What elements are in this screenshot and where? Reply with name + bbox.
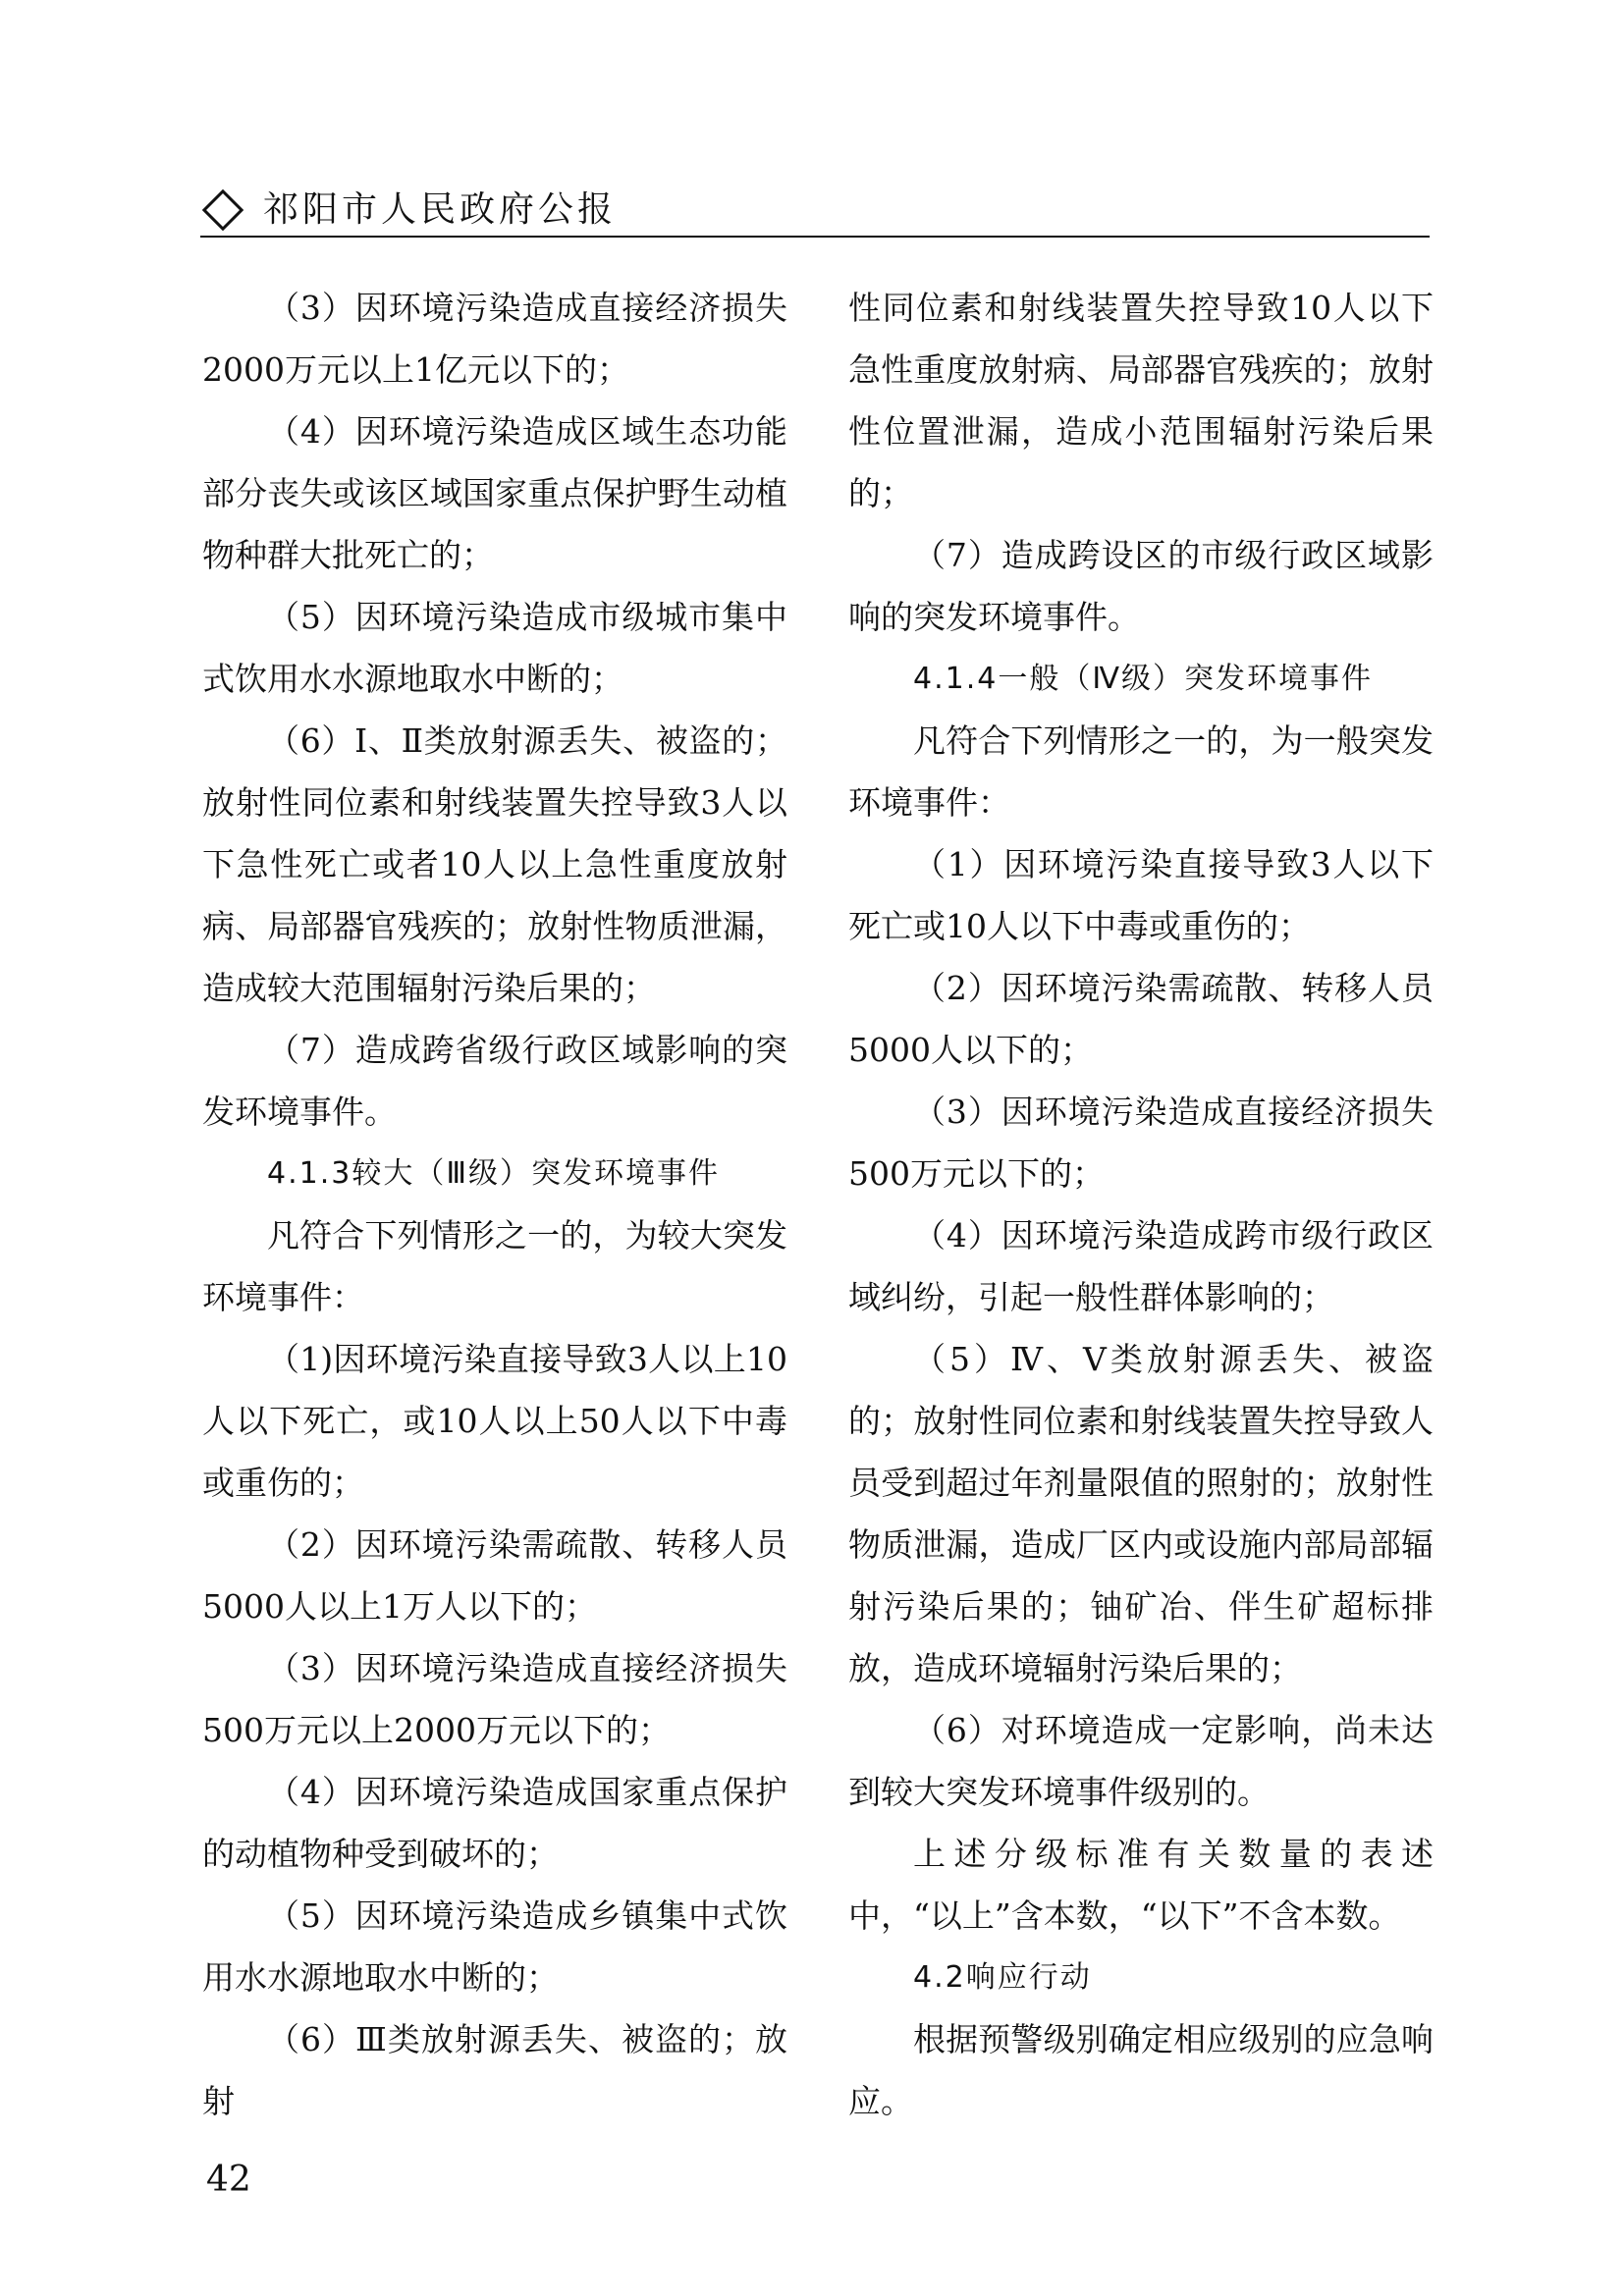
paragraph: （4）因环境污染造成国家重点保护的动植物种受到破坏的；: [202, 1773, 787, 1873]
bulletin-title: 祁阳市人民政府公报: [263, 189, 618, 230]
bulletin-header: [200, 183, 1430, 238]
paragraph: （4）因环境污染造成区域生态功能部分丧失或该区域国家重点保护野生动植物种群大批死亡的；: [202, 412, 787, 574]
paragraph: 凡符合下列情形之一的，为一般突发环境事件：: [848, 721, 1434, 822]
paragraph: （1）因环境污染直接导致3人以下死亡或10人以下中毒或重伤的；: [848, 845, 1434, 945]
paragraph: （6）Ⅲ类放射源丢失、被盗的；放射: [202, 2020, 787, 2120]
paragraph: （5）因环境污染造成市级城市集中式饮用水水源地取水中断的；: [202, 598, 787, 698]
section-heading: 4.2响应行动: [913, 1960, 1092, 1995]
page-number: 42: [206, 2160, 251, 2200]
left-column: [202, 277, 787, 2132]
paragraph-continued: 性同位素和射线装置失控导致10人以下急性重度放射病、局部器官残疾的；放射性位置泄漏，造成小范围辐射污染后果的；: [848, 289, 1434, 512]
paragraph: （3）因环境污染造成直接经济损失500万元以下的；: [848, 1093, 1434, 1193]
right-column: [848, 277, 1434, 2132]
paragraph: （5）因环境污染造成乡镇集中式饮用水水源地取水中断的；: [202, 1896, 787, 1997]
paragraph: （4）因环境污染造成跨市级行政区域纠纷，引起一般性群体影响的；: [848, 1216, 1434, 1316]
paragraph: 上述分级标准有关数量的表述中，“以上”含本数，“以下”不含本数。: [848, 1835, 1434, 1935]
paragraph: （5）Ⅳ、Ⅴ类放射源丢失、被盗的；放射性同位素和射线装置失控导致人员受到超过年剂量限值的照射的；放射性物质泄漏，造成厂区内或设施内部局部辐射污染后果的；铀矿冶、伴生矿超标排放，造成环境辐射污染后果的；: [848, 1340, 1434, 1687]
paragraph: （6）Ⅰ、Ⅱ类放射源丢失、被盗的；放射性同位素和射线装置失控导致3人以下急性死亡或者10人以上急性重度放射病、局部器官残疾的；放射性物质泄漏，造成较大范围辐射污染后果的；: [202, 721, 787, 1007]
paragraph: （3）因环境污染造成直接经济损失2000万元以上1亿元以下的；: [202, 289, 787, 389]
paragraph: 凡符合下列情形之一的，为较大突发环境事件：: [202, 1216, 787, 1316]
paragraph: （7）造成跨设区的市级行政区域影响的突发环境事件。: [848, 536, 1434, 636]
section-heading: 4.1.3较大（Ⅲ级）突发环境事件: [267, 1156, 721, 1191]
section-heading: 4.1.4一般（Ⅳ级）突发环境事件: [913, 662, 1374, 696]
paragraph: （1)因环境污染直接导致3人以上10人以下死亡，或10人以上50人以下中毒或重伤的；: [202, 1340, 787, 1502]
paragraph: （7）造成跨省级行政区域影响的突发环境事件。: [202, 1031, 787, 1131]
paragraph: （2）因环境污染需疏散、转移人员5000人以下的；: [848, 969, 1434, 1069]
header-divider: [200, 236, 1430, 238]
paragraph: 根据预警级别确定相应级别的应急响应。: [848, 2020, 1434, 2120]
diamond-icon: [202, 189, 244, 231]
paragraph: （2）因环境污染需疏散、转移人员5000人以上1万人以下的；: [202, 1525, 787, 1626]
paragraph: （3）因环境污染造成直接经济损失500万元以上2000万元以下的；: [202, 1649, 787, 1749]
paragraph: （6）对环境造成一定影响，尚未达到较大突发环境事件级别的。: [848, 1711, 1434, 1811]
